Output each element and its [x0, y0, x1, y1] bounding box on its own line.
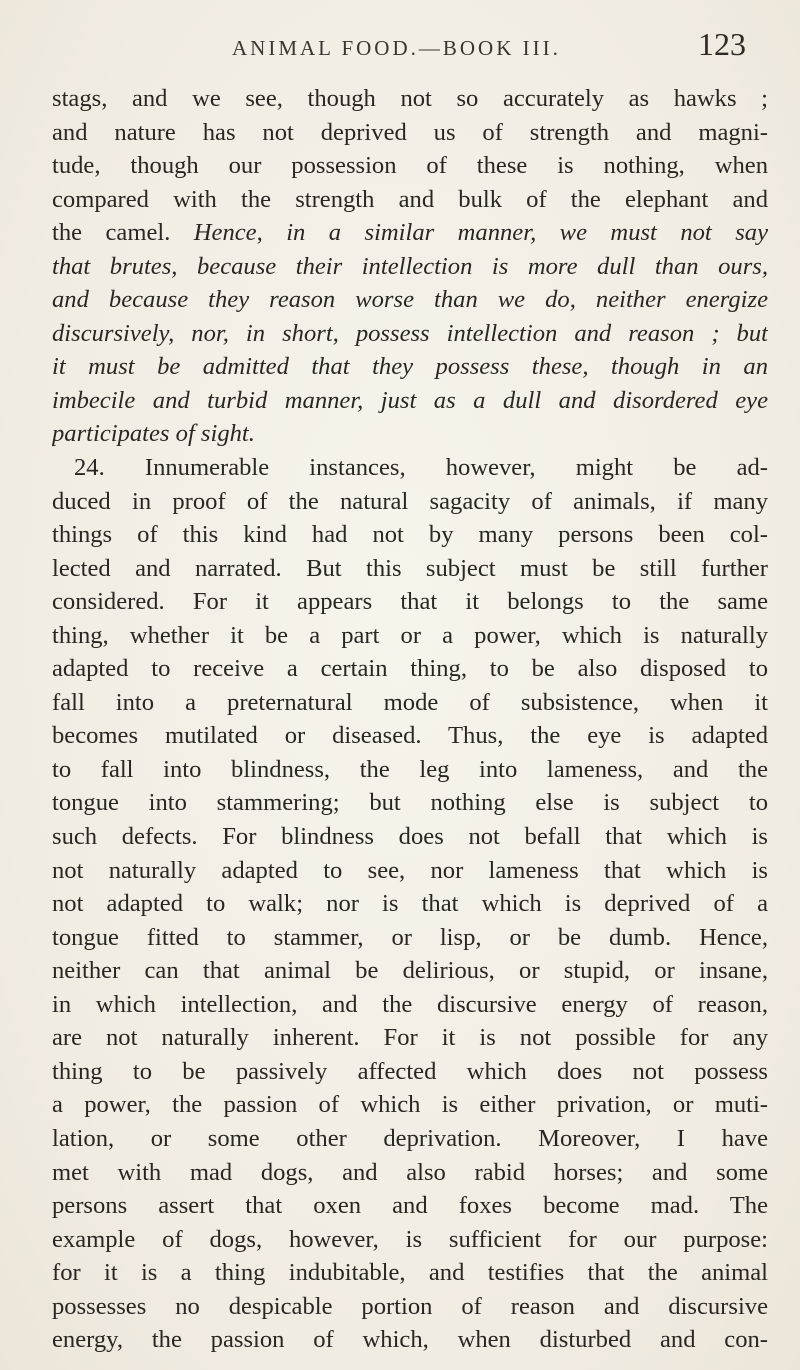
text-line [52, 719, 768, 753]
text-line [52, 149, 768, 183]
text-line [52, 921, 768, 955]
text-line [52, 988, 768, 1022]
text-segment: tude, though our possession of these is nothing, when [52, 152, 768, 180]
text-segment: tongue fitted to stammer, or lisp, or be dumb. Hence, [52, 923, 768, 951]
text-segment: for it is a thing indubitable, and testifies that the animal [52, 1259, 768, 1287]
text-segment: possesses no despicable portion of reason and discursive [52, 1292, 768, 1320]
text-line [52, 753, 768, 787]
text-segment: fall into a preternatural mode of subsistence, when it [52, 688, 768, 716]
page-number: 123 [698, 26, 746, 62]
text-line [52, 552, 768, 586]
text-segment: a power, the passion of which is either privation, or muti- [52, 1091, 768, 1119]
text-segment: thing to be passively affected which does not possess [52, 1057, 768, 1085]
text-line [52, 116, 768, 150]
body-text [52, 82, 768, 1357]
text-line [52, 1223, 768, 1257]
text-segment: not adapted to walk; nor is that which is deprived of a [52, 890, 768, 918]
text-segment: adapted to receive a certain thing, to be also disposed to [52, 655, 768, 683]
text-segment: are not naturally inherent. For it is not possible for any [52, 1024, 768, 1052]
text-line [52, 216, 768, 250]
text-segment: lation, or some other deprivation. Moreover, I have [52, 1124, 768, 1152]
page-header [0, 26, 800, 76]
text-line [52, 1021, 768, 1055]
text-line [52, 1189, 768, 1223]
text-line [52, 887, 768, 921]
text-segment: Hence, in a similar manner, we must not say [193, 219, 768, 247]
text-segment: considered. For it appears that it belongs to the same [52, 588, 768, 616]
text-line [52, 1290, 768, 1324]
text-segment: persons assert that oxen and foxes become mad. The [52, 1192, 768, 1220]
text-line [52, 485, 768, 519]
text-line [52, 854, 768, 888]
text-line [52, 619, 768, 653]
text-segment: example of dogs, however, is sufficient for our purpose: [52, 1225, 768, 1253]
running-head: ANIMAL FOOD.—BOOK III. [232, 36, 561, 60]
text-segment: duced in proof of the natural sagacity of animals, if many [52, 487, 768, 515]
text-segment: participates of sight. [52, 420, 255, 448]
text-segment: compared with the strength and bulk of the elephant and [52, 185, 768, 213]
text-segment: not naturally adapted to see, nor lameness that which is [52, 856, 768, 884]
text-line [52, 451, 768, 485]
text-segment: it must be admitted that they possess these, though in an [52, 353, 768, 381]
text-line [52, 1122, 768, 1156]
text-segment: lected and narrated. But this subject must be still further [52, 554, 768, 582]
text-line [52, 686, 768, 720]
text-line [52, 585, 768, 619]
text-segment: tongue into stammering; but nothing else is subject to [52, 789, 768, 817]
text-line [52, 1156, 768, 1190]
text-segment: becomes mutilated or diseased. Thus, the eye is adapted [52, 722, 768, 750]
text-segment: 24. Innumerable instances, however, might be ad- [74, 454, 768, 482]
text-segment: that brutes, because their intellection is more dull than ours, [52, 252, 768, 280]
text-segment: discursively, nor, in short, possess intellection and reason ; but [52, 319, 768, 347]
text-segment: in which intellection, and the discursive energy of reason, [52, 990, 768, 1018]
text-line [52, 350, 768, 384]
text-segment: imbecile and turbid manner, just as a dull and disordered eye [52, 386, 768, 414]
text-line [52, 82, 768, 116]
text-line [52, 954, 768, 988]
text-line [52, 1256, 768, 1290]
text-segment: things of this kind had not by many persons been col- [52, 521, 768, 549]
text-line [52, 417, 768, 451]
text-segment: such defects. For blindness does not befall that which is [52, 823, 768, 851]
text-line [52, 183, 768, 217]
text-line [52, 518, 768, 552]
text-segment: the camel. [52, 219, 194, 247]
text-segment: neither can that animal be delirious, or stupid, or insane, [52, 957, 768, 985]
text-line [52, 384, 768, 418]
text-line [52, 283, 768, 317]
text-line [52, 1055, 768, 1089]
text-line [52, 1088, 768, 1122]
text-line [52, 250, 768, 284]
text-segment: to fall into blindness, the leg into lameness, and the [52, 755, 768, 783]
text-line [52, 652, 768, 686]
text-segment: and nature has not deprived us of strength and magni- [52, 118, 768, 146]
text-line [52, 317, 768, 351]
text-line [52, 1323, 768, 1357]
text-segment: and because they reason worse than we do, neither energize [52, 286, 768, 314]
text-line [52, 820, 768, 854]
text-segment: energy, the passion of which, when disturbed and con- [52, 1326, 768, 1354]
text-segment: stags, and we see, though not so accurately as hawks ; [52, 85, 768, 112]
text-segment: met with mad dogs, and also rabid horses; and some [52, 1158, 768, 1186]
text-line [52, 786, 768, 820]
text-segment: thing, whether it be a part or a power, which is naturally [52, 621, 768, 649]
